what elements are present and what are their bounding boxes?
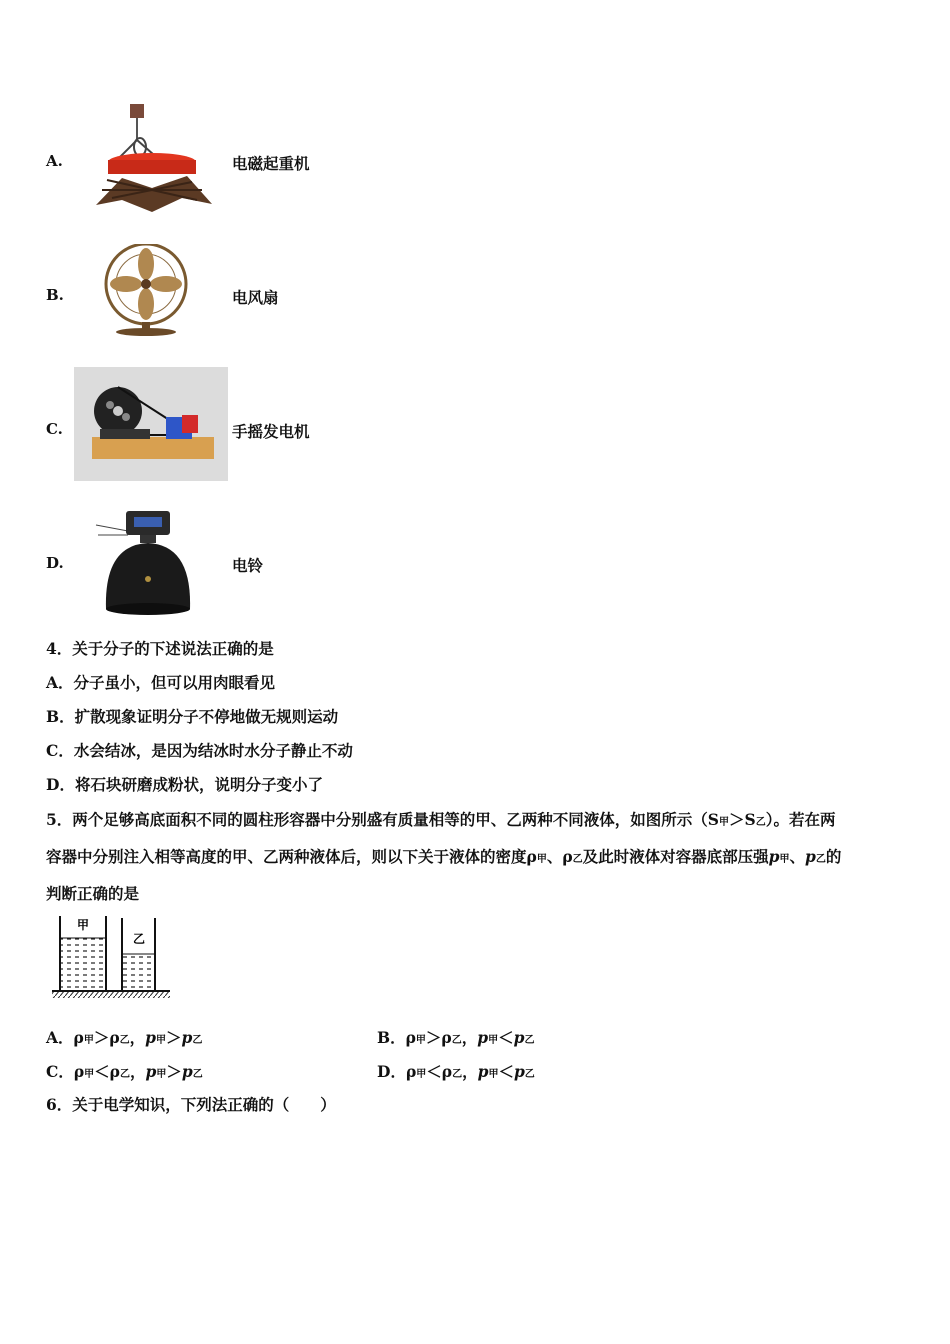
electric-bell-icon xyxy=(92,505,204,615)
option-c-name: 手摇发电机 xyxy=(232,422,310,441)
q5-line-3: 判断正确的是 xyxy=(46,884,140,903)
option-a-name: 电磁起重机 xyxy=(232,154,310,173)
q5-option-a: A．ρ甲＞ρ乙，p甲＞p乙 xyxy=(46,1028,203,1047)
label-yi: 乙 xyxy=(132,932,146,946)
q4-option-a: A．分子虽小，但可以用肉眼看见 xyxy=(46,673,276,692)
q4-option-d: D．将石块研磨成粉状，说明分子变小了 xyxy=(46,775,323,794)
q5-option-d: D．ρ甲＜ρ乙，p甲＜p乙 xyxy=(377,1062,535,1081)
q6-question: 6．关于电学知识，下列法正确的（ ） xyxy=(46,1095,336,1114)
q4-question: 4．关于分子的下述说法正确的是 xyxy=(46,639,274,658)
option-d-name: 电铃 xyxy=(232,556,264,575)
label-jia: 甲 xyxy=(76,918,90,932)
option-a-letter: A. xyxy=(46,152,63,170)
liquid-jia xyxy=(61,938,105,990)
option-c-letter: C. xyxy=(46,420,63,438)
option-d-letter: D. xyxy=(46,554,64,572)
q5-option-c: C．ρ甲＜ρ乙，p甲＞p乙 xyxy=(46,1062,203,1081)
q5-line-2: 容器中分别注入相等高度的甲、乙两种液体后，则以下关于液体的密度ρ甲、ρ乙及此时液体对容器底部压强p甲、p乙的 xyxy=(46,847,842,866)
q5-line-1: 5．两个足够高底面积不同的圆柱形容器中分别盛有质量相等的甲、乙两种不同液体，如图所示（S甲＞S乙）。若在两 xyxy=(46,810,836,829)
electric-fan-icon xyxy=(98,244,194,336)
q5-option-b: B．ρ甲＞ρ乙，p甲＜p乙 xyxy=(377,1028,535,1047)
option-b-letter: B. xyxy=(46,286,64,304)
electromagnetic-crane-icon xyxy=(92,100,214,216)
q4-option-b: B．扩散现象证明分子不停地做无规则运动 xyxy=(46,707,339,726)
containers-diagram xyxy=(50,912,172,1000)
q4-option-c: C．水会结冰，是因为结冰时水分子静止不动 xyxy=(46,741,353,760)
liquid-yi xyxy=(123,954,154,990)
option-b-name: 电风扇 xyxy=(232,288,279,307)
hand-crank-generator-icon xyxy=(74,367,228,481)
